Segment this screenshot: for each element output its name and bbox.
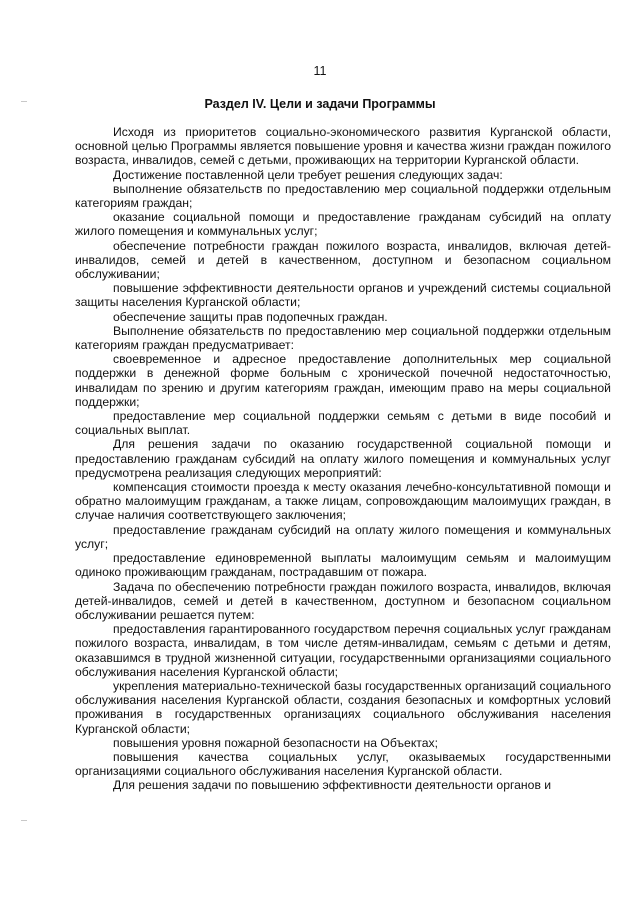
paragraph: Выполнение обязательств по предоставлению мер социальной поддержки отдельным категориям граждан предусматривает: xyxy=(75,323,611,353)
list-item: укрепления материально-технической базы государственных организаций социального обслуживания населения Курганской области, создания безопасных и комфортных условий проживания в государственных организациях социального обслуживания населения Курганской области; xyxy=(75,678,611,736)
paragraph: Для решения задачи по оказанию государственной социальной помощи и предоставлению гражданам субсидий на оплату жилого помещения и коммунальных услуг предусмотрена реализация следующих мероприятий: xyxy=(75,437,611,480)
list-item: своевременное и адресное предоставление дополнительных мер социальной поддержки в денежной форме больным с хронической почечной недостаточностью, инвалидам по зрению и другим категориям граждан, имеющим право на меры социальной поддержки; xyxy=(75,352,611,409)
list-item: оказание социальной помощи и предоставление гражданам субсидий на оплату жилого помещения и коммунальных услуг; xyxy=(75,210,611,239)
paragraph: Исходя из приоритетов социально-экономического развития Курганской области, основной целью Программы является повышение уровня и качества жизни граждан пожилого возраста, инвалидов, семей с детьми, проживающих на территории Курганской области. xyxy=(75,125,611,168)
list-item: обеспечение потребности граждан пожилого возраста, инвалидов, включая детей-инвалидов, семей и детей в качественном, доступном и безопасном социальном обслуживании; xyxy=(75,238,611,282)
list-item: повышения уровня пожарной безопасности на Объектах; xyxy=(113,735,438,750)
list-item: предоставления гарантированного государством перечня социальных услуг гражданам пожилого возраста, инвалидам, в том числе детям-инвалидам, семьям с детьми и детям, оказавшимся в трудной жизненной ситуации, государственными организациями социального обслуживания населения Курганской области; xyxy=(75,622,611,679)
paragraph: Для решения задачи по повышению эффективности деятельности органов и xyxy=(113,778,552,793)
list-item: повышение эффективности деятельности органов и учреждений системы социальной защиты населения Курганской области; xyxy=(75,281,611,310)
page-number: 11 xyxy=(313,64,327,78)
list-item: предоставление единовременной выплаты малоимущим семьям и малоимущим одиноко проживающим гражданам, пострадавшим от пожара. xyxy=(75,551,611,580)
list-item: выполнение обязательств по предоставлению мер социальной поддержки отдельным категориям граждан; xyxy=(75,181,611,211)
list-item: повышения качества социальных услуг, оказываемых государственными организациями социального обслуживания населения Курганской области. xyxy=(75,749,611,779)
list-item: компенсация стоимости проезда к месту оказания лечебно-консультативной помощи и обратно малоимущим гражданам, а также лицам, сопровождающим малоимущих граждан, в случае наличия соответствующего заключения; xyxy=(75,480,611,523)
paragraph: Достижение поставленной цели требует решения следующих задач: xyxy=(113,167,503,182)
list-item: предоставление мер социальной поддержки семьям с детьми в виде пособий и социальных выплат. xyxy=(75,409,611,438)
section-title: Раздел IV. Цели и задачи Программы xyxy=(204,97,436,111)
list-item: обеспечение защиты прав подопечных граждан. xyxy=(113,309,388,324)
list-item: предоставление гражданам субсидий на оплату жилого помещения и коммунальных услуг; xyxy=(75,522,611,551)
scan-margin-mark xyxy=(21,820,27,821)
document-body xyxy=(75,125,611,793)
paragraph: Задача по обеспечению потребности граждан пожилого возраста, инвалидов, включая детей-инвалидов, семей и детей в качественном, доступном и безопасном социальном обслуживании решается путем: xyxy=(75,579,611,622)
